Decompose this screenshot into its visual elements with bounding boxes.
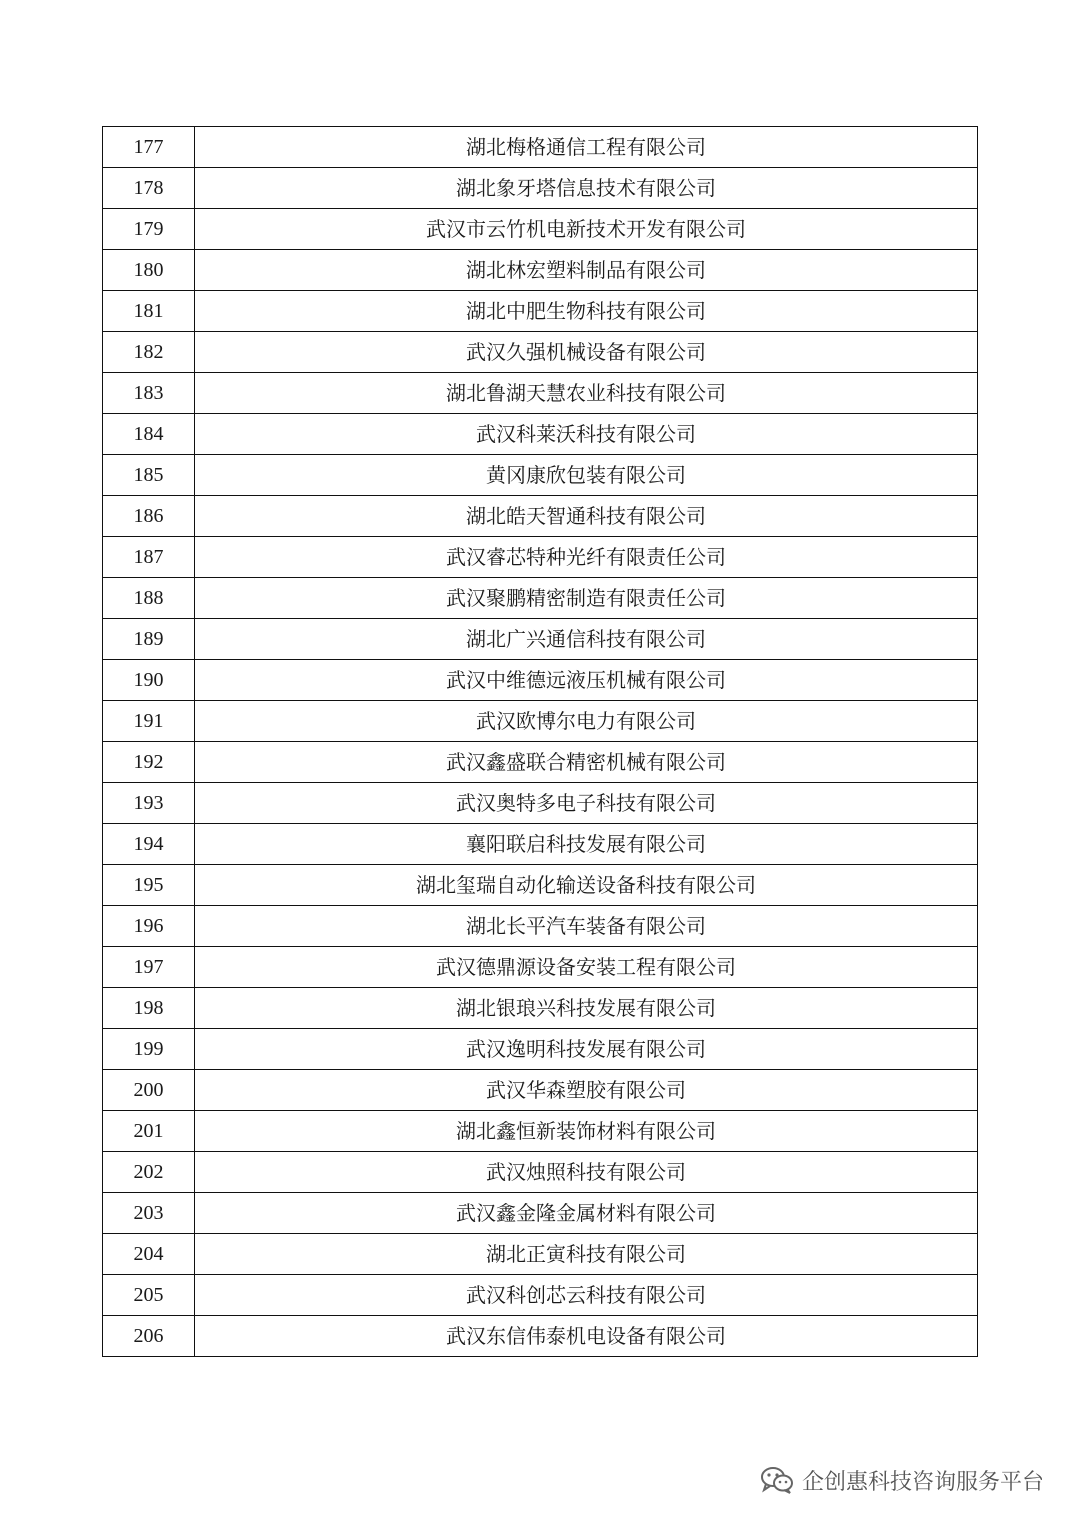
table-row xyxy=(103,168,978,209)
wechat-icon xyxy=(760,1465,794,1495)
company-name-cell: 湖北象牙塔信息技术有限公司 xyxy=(195,168,978,209)
row-number-cell: 197 xyxy=(103,947,195,988)
table-row xyxy=(103,783,978,824)
table-row xyxy=(103,127,978,168)
table-row xyxy=(103,414,978,455)
table-row xyxy=(103,619,978,660)
company-name-cell: 武汉中维德远液压机械有限公司 xyxy=(195,660,978,701)
row-number-cell: 180 xyxy=(103,250,195,291)
company-name-cell: 湖北鲁湖天慧农业科技有限公司 xyxy=(195,373,978,414)
company-name-cell: 武汉科莱沃科技有限公司 xyxy=(195,414,978,455)
row-number-cell: 182 xyxy=(103,332,195,373)
table-row xyxy=(103,373,978,414)
table-row xyxy=(103,537,978,578)
row-number-cell: 181 xyxy=(103,291,195,332)
table-row xyxy=(103,1029,978,1070)
company-name-cell: 武汉科创芯云科技有限公司 xyxy=(195,1275,978,1316)
company-name-cell: 襄阳联启科技发展有限公司 xyxy=(195,824,978,865)
table-row xyxy=(103,1316,978,1357)
table-row xyxy=(103,209,978,250)
row-number-cell: 196 xyxy=(103,906,195,947)
company-name-cell: 湖北长平汽车装备有限公司 xyxy=(195,906,978,947)
company-name-cell: 武汉聚鹏精密制造有限责任公司 xyxy=(195,578,978,619)
company-list-body xyxy=(103,127,978,1357)
table-row xyxy=(103,332,978,373)
company-list-table xyxy=(102,126,978,1357)
table-row xyxy=(103,1152,978,1193)
table-row xyxy=(103,906,978,947)
company-name-cell: 黄冈康欣包装有限公司 xyxy=(195,455,978,496)
row-number-cell: 194 xyxy=(103,824,195,865)
table-row xyxy=(103,1193,978,1234)
row-number-cell: 193 xyxy=(103,783,195,824)
table-row xyxy=(103,455,978,496)
row-number-cell: 187 xyxy=(103,537,195,578)
row-number-cell: 192 xyxy=(103,742,195,783)
row-number-cell: 203 xyxy=(103,1193,195,1234)
table-row xyxy=(103,250,978,291)
company-name-cell: 武汉逸明科技发展有限公司 xyxy=(195,1029,978,1070)
company-name-cell: 武汉欧博尔电力有限公司 xyxy=(195,701,978,742)
table-row xyxy=(103,865,978,906)
row-number-cell: 199 xyxy=(103,1029,195,1070)
table-row xyxy=(103,701,978,742)
row-number-cell: 198 xyxy=(103,988,195,1029)
row-number-cell: 201 xyxy=(103,1111,195,1152)
row-number-cell: 191 xyxy=(103,701,195,742)
company-name-cell: 武汉奥特多电子科技有限公司 xyxy=(195,783,978,824)
row-number-cell: 202 xyxy=(103,1152,195,1193)
table-row xyxy=(103,496,978,537)
table-row xyxy=(103,988,978,1029)
company-name-cell: 武汉市云竹机电新技术开发有限公司 xyxy=(195,209,978,250)
company-name-cell: 湖北鑫恒新装饰材料有限公司 xyxy=(195,1111,978,1152)
row-number-cell: 189 xyxy=(103,619,195,660)
company-name-cell: 湖北中肥生物科技有限公司 xyxy=(195,291,978,332)
company-name-cell: 湖北林宏塑料制品有限公司 xyxy=(195,250,978,291)
company-name-cell: 武汉东信伟泰机电设备有限公司 xyxy=(195,1316,978,1357)
row-number-cell: 200 xyxy=(103,1070,195,1111)
table-row xyxy=(103,1070,978,1111)
company-name-cell: 武汉久强机械设备有限公司 xyxy=(195,332,978,373)
watermark-text: 企创惠科技咨询服务平台 xyxy=(801,1469,1044,1495)
row-number-cell: 179 xyxy=(103,209,195,250)
table-row xyxy=(103,1234,978,1275)
watermark xyxy=(760,1462,1044,1498)
row-number-cell: 186 xyxy=(103,496,195,537)
company-name-cell: 武汉鑫盛联合精密机械有限公司 xyxy=(195,742,978,783)
row-number-cell: 195 xyxy=(103,865,195,906)
row-number-cell: 177 xyxy=(103,127,195,168)
row-number-cell: 188 xyxy=(103,578,195,619)
table-row xyxy=(103,1275,978,1316)
company-name-cell: 武汉德鼎源设备安装工程有限公司 xyxy=(195,947,978,988)
row-number-cell: 205 xyxy=(103,1275,195,1316)
table-row xyxy=(103,578,978,619)
company-name-cell: 湖北梅格通信工程有限公司 xyxy=(195,127,978,168)
company-name-cell: 武汉华森塑胶有限公司 xyxy=(195,1070,978,1111)
row-number-cell: 206 xyxy=(103,1316,195,1357)
table-row xyxy=(103,742,978,783)
company-name-cell: 武汉鑫金隆金属材料有限公司 xyxy=(195,1193,978,1234)
row-number-cell: 185 xyxy=(103,455,195,496)
table-row xyxy=(103,291,978,332)
company-name-cell: 武汉睿芯特种光纤有限责任公司 xyxy=(195,537,978,578)
company-name-cell: 湖北银琅兴科技发展有限公司 xyxy=(195,988,978,1029)
company-name-cell: 湖北广兴通信科技有限公司 xyxy=(195,619,978,660)
table-row xyxy=(103,660,978,701)
company-name-cell: 湖北正寅科技有限公司 xyxy=(195,1234,978,1275)
row-number-cell: 183 xyxy=(103,373,195,414)
row-number-cell: 178 xyxy=(103,168,195,209)
company-name-cell: 武汉烛照科技有限公司 xyxy=(195,1152,978,1193)
row-number-cell: 190 xyxy=(103,660,195,701)
company-name-cell: 湖北玺瑞自动化输送设备科技有限公司 xyxy=(195,865,978,906)
table-row xyxy=(103,824,978,865)
table-row xyxy=(103,1111,978,1152)
row-number-cell: 204 xyxy=(103,1234,195,1275)
company-name-cell: 湖北皓天智通科技有限公司 xyxy=(195,496,978,537)
row-number-cell: 184 xyxy=(103,414,195,455)
table-row xyxy=(103,947,978,988)
